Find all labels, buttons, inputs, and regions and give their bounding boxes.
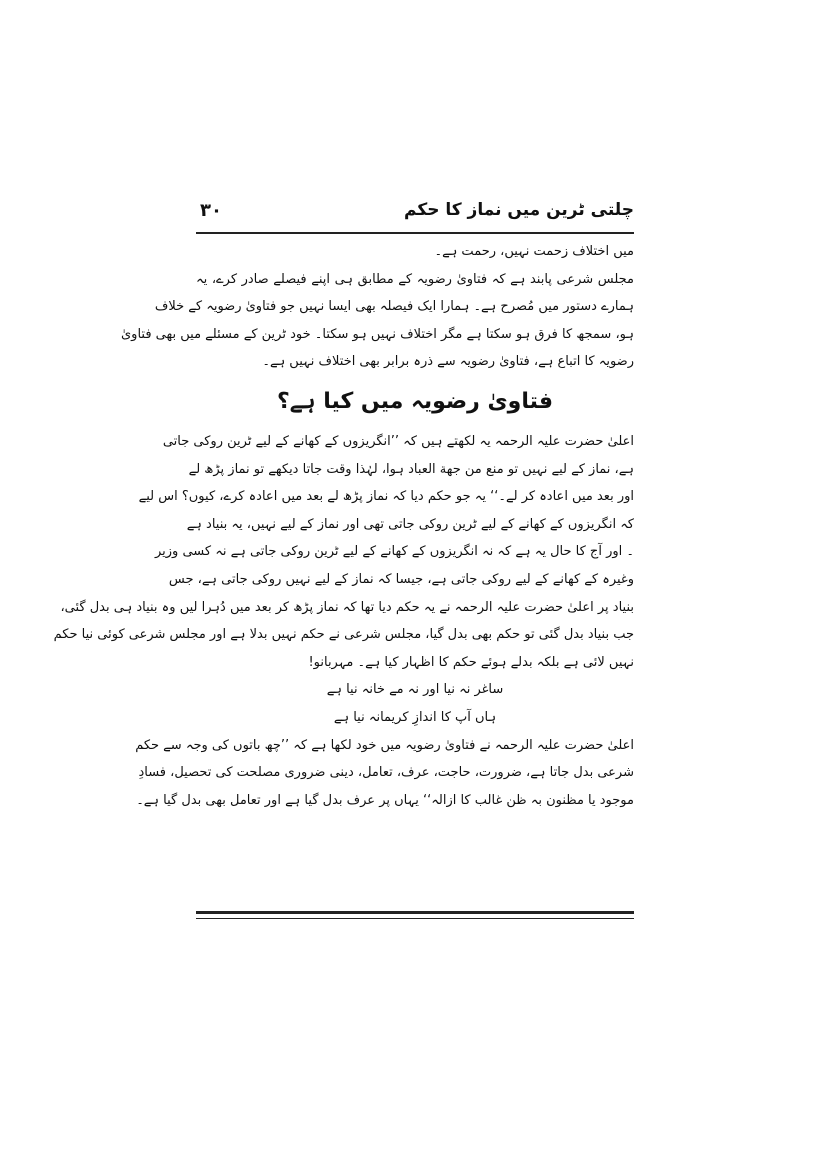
couplet-verse: ہاں آپ کا اندازِ کریمانہ نیا ہے xyxy=(333,709,497,725)
footer-rule-thin xyxy=(196,918,634,919)
text-line: موجود یا مظنون بہ ظن غالب کا ازالہ‘‘ یہاں پر عرف بدل گیا ہے اور تعامل بھی بدل گیا ہے۔ xyxy=(136,792,634,808)
paragraph-1 xyxy=(196,238,634,266)
page-body xyxy=(53,238,634,814)
text-line: مجلس شرعی پابند ہے کہ فتاویٰ رضویہ کے مطابق ہی اپنے فیصلے صادر کرے، یہ xyxy=(196,271,634,287)
text-line: وغیرہ کے کھانے کے لیے روکی جاتی ہے، جیسا کہ نماز کے لیے نہیں روکی جاتی ہے، جس xyxy=(168,571,634,587)
paragraph-4 xyxy=(135,732,634,815)
text-line: رضویہ کا اتباع ہے، فتاویٰ رضویہ سے ذرہ برابر بھی اختلاف نہیں ہے۔ xyxy=(262,354,634,370)
page-number: ۳۰ xyxy=(200,200,222,221)
couplet-verse: ساغر نہ نیا اور نہ مے خانہ نیا ہے xyxy=(326,682,504,698)
couplet xyxy=(196,676,634,731)
text-line: کہ انگریزوں کے کھانے کے لیے ٹرین روکی جاتی تھی اور نماز کے لیے نہیں، یہ بنیاد ہے xyxy=(186,516,634,532)
text-line: ۔ اور آج کا حال یہ ہے کہ نہ انگریزوں کے کھانے کے لیے ٹرین روکی جاتی ہے نہ کسی وزیر xyxy=(154,544,634,560)
text-line: اعلیٰ حضرت علیہ الرحمہ نے فتاویٰ رضویہ میں خود لکھا ہے کہ ’’چھ باتوں کی وجہ سے حکم xyxy=(135,737,634,753)
text-line: ہو، سمجھ کا فرق ہو سکتا ہے مگر اختلاف نہیں ہو سکتا۔ خود ٹرین کے مسئلے میں بھی فتاویٰ xyxy=(121,326,634,342)
footer-rule-thick xyxy=(196,911,634,914)
text-line: شرعی بدل جاتا ہے، ضرورت، حاجت، عرف، تعامل، دینی ضروری مصلحت کی تحصیل، فسادِ xyxy=(138,765,634,781)
text-line: ہے، نماز کے لیے نہیں تو منع من جھة العباد ہوا، لہٰذا وقت جاتا دیکھے تو نماز پڑھ لے xyxy=(188,461,634,477)
paragraph-3 xyxy=(53,428,634,676)
section-heading: فتاویٰ رضویہ میں کیا ہے؟ xyxy=(277,388,553,414)
header-rule xyxy=(196,232,634,234)
text-line: ہمارے دستور میں مُصرح ہے۔ ہمارا ایک فیصلہ بھی ایسا نہیں جو فتاویٰ رضویہ کے خلاف xyxy=(154,299,634,315)
text-line: میں اختلاف زحمت نہیں، رحمت ہے۔ xyxy=(434,244,634,259)
paragraph-2 xyxy=(121,266,634,376)
text-line: اعلیٰ حضرت علیہ الرحمہ یہ لکھتے ہیں کہ ’’انگریزوں کے کھانے کے لیے ٹرین روکی جاتی xyxy=(162,433,634,449)
text-line: جب بنیاد بدل گئی تو حکم بھی بدل گیا، مجلس شرعی نے حکم نہیں بدلا ہے اور مجلس شرعی کوئی نیا حکم xyxy=(53,627,634,643)
text-line: بنیاد پر اعلیٰ حضرت علیہ الرحمہ نے یہ حکم دیا تھا کہ نماز پڑھ کر بعد میں دُہرا لیں وہ بنیاد ہی بدل گئی، xyxy=(60,599,634,615)
running-header xyxy=(196,196,634,230)
header-title: چلتی ٹرین میں نماز کا حکم xyxy=(403,200,634,220)
text-line: اور بعد میں اعادہ کر لے۔‘‘ یہ جو حکم دیا کہ نماز پڑھ لے بعد میں اعادہ کرے، کیوں؟ اس لیے xyxy=(138,489,634,505)
text-line: نہیں لائی ہے بلکہ بدلے ہوئے حکم کا اظہار کیا ہے۔ مہربانو! xyxy=(308,654,634,670)
